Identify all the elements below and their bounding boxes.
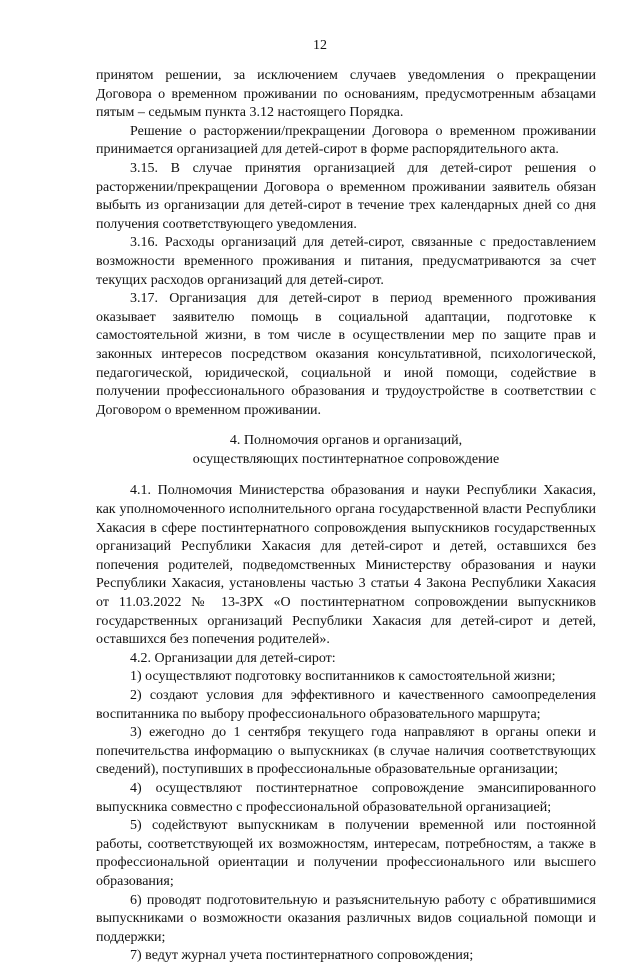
section-heading <box>96 432 596 469</box>
list-item: 4) осуществляют постинтернатное сопровождение эмансипированного выпускника совместно с профессиональной образовательной организацией; <box>96 780 596 815</box>
document-body <box>96 67 596 966</box>
paragraph-3-15: 3.15. В случае принятия организацией для детей-сирот решения о расторжении/прекращении Договора о временном проживании заявитель обязан выбыть из организации для детей-сирот в течение трех календарных дней со дня получения соответствующего уведомления. <box>96 160 596 232</box>
list-item: 5) содействуют выпускникам в получении временной или постоянной работы, соответствующей их возможностям, интересам, потребностям, а также в профессиональной ориентации и получении профессионального или высшего образования; <box>96 818 596 889</box>
page-number: 12 <box>313 38 327 53</box>
paragraph-continuation: принятом решении, за исключением случаев уведомления о прекращении Договора о временном проживании по основаниям, предусмотренным абзацами пятым – седьмым пункта 3.12 настоящего Порядка. <box>96 68 596 121</box>
list-item: 6) проводят подготовительную и разъяснительную работу с обратившимися выпускниками о возможности оказания различных видов социальной помощи и поддержки; <box>96 892 596 945</box>
list-item: 2) создают условия для эффективного и качественного самоопределения воспитанника по выбору профессионального образовательного маршрута; <box>96 688 596 722</box>
paragraph-decision-act: Решение о расторжении/прекращении Договора о временном проживании принимается организацией для детей-сирот в форме распорядительного акта. <box>96 123 596 158</box>
list-item: 1) осуществляют подготовку воспитанников к самостоятельной жизни; <box>130 669 556 685</box>
section-heading-line-1: 4. Полномочия органов и организаций, <box>229 433 463 449</box>
list-item: 3) ежегодно до 1 сентября текущего года направляют в органы опеки и попечительства информацию о выпускниках (в случае наличия соответствующих сведений), поступивших в профессиональные образовательные организации; <box>96 725 596 778</box>
paragraph-4-1: 4.1. Полномочия Министерства образования и науки Республики Хакасия, как уполномоченного исполнительного органа государственной власти Республики Хакасия в сфере постинтернатного сопровождения выпускников государственных организаций Республики Хакасия для детей-сирот и детей, оставшихся без попечения родителей, подведомственных Министерству образования и науки Республики Хакасия, установлены частью 3 статьи 4 Закона Республики Хакасия от 11.03.2022 № 13-ЗРХ «О постинтернатном сопровождении выпускников государственных организаций Республики Хакасия для детей-сирот и детей, оставшихся без попечения родителей». <box>96 483 596 648</box>
paragraph-3-16: 3.16. Расходы организаций для детей-сирот, связанные с предоставлением возможности временного проживания и питания, предусматриваются за счет текущих расходов организаций для детей-сирот. <box>96 235 596 288</box>
paragraph-4-2: 4.2. Организации для детей-сирот: <box>130 650 336 666</box>
section-heading-line-2: осуществляющих постинтернатное сопровождение <box>192 451 500 467</box>
paragraph-3-17: 3.17. Организация для детей-сирот в период временного проживания оказывает заявителю помощь в социальной адаптации, подготовке к самостоятельной жизни, в том числе в осуществлении мер по защите прав и законных интересов посредством оказания консультативной, психологической, педагогической, юридической, социальной и иной помощи, содействие в получении профессионального образования и трудоустройстве в соответствии с Договором о временном проживании. <box>96 291 596 418</box>
list-item: 7) ведут журнал учета постинтернатного сопровождения; <box>130 948 474 964</box>
